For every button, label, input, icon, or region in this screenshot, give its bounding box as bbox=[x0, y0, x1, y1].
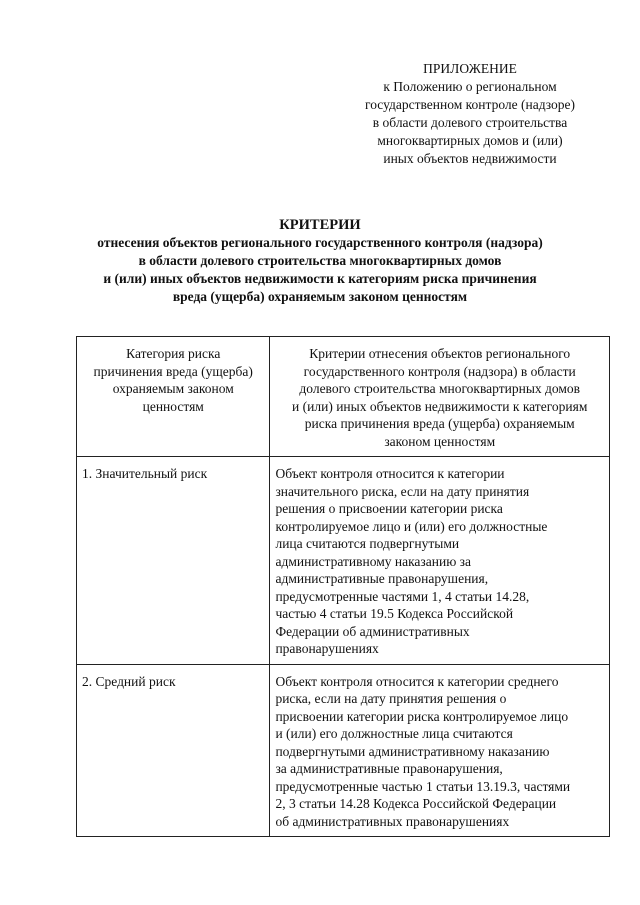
document-title-block bbox=[40, 216, 600, 306]
header-criteria: Критерии отнесения объектов регионального государственного контроля (надзора) в области долевого строительства многоквартирных домов и (или) иных объектов недвижимости к категориям риска причинения вреда (ущерба) охраняемым законом ценностям bbox=[270, 337, 610, 457]
risk-criteria-cell: Объект контроля относится к категории среднего риска, если на дату принятия решения о присвоении категории риска контролируемое лицо и (или) его должностные лица считаются подвергнутыми административному наказанию за административные правонарушения, предусмотренные частью 1 статьи 13.19.3, частями 2, 3 статьи 14.28 Кодекса Российской Федерации об административных правонарушениях bbox=[270, 664, 610, 837]
header-category: Категория риска причинения вреда (ущерба) охраняемым законом ценностям bbox=[77, 337, 270, 457]
criteria-table bbox=[76, 336, 610, 837]
document-subtitle-line: и (или) иных объектов недвижимости к категориям риска причинения bbox=[103, 271, 537, 286]
document-subtitle-line: отнесения объектов регионального государственного контроля (надзора) bbox=[97, 235, 543, 250]
table-row bbox=[77, 664, 610, 837]
appendix-line: многоквартирных домов и (или) bbox=[377, 133, 563, 148]
risk-category-cell: 2. Средний риск bbox=[77, 664, 270, 837]
appendix-block bbox=[320, 60, 620, 168]
appendix-line: государственном контроле (надзоре) bbox=[365, 97, 575, 112]
appendix-heading: ПРИЛОЖЕНИЕ bbox=[423, 61, 517, 76]
document-subtitle-line: в области долевого строительства многоквартирных домов bbox=[138, 253, 502, 268]
document-title: КРИТЕРИИ bbox=[279, 217, 361, 233]
risk-criteria-cell: Объект контроля относится к категории значительного риска, если на дату принятия решения о присвоении категории риска контролируемое лицо и (или) его должностные лица считаются подвергнутыми административному наказанию за административные правонарушения, предусмотренные частями 1, 4 статьи 14.28, частью 4 статьи 19.5 Кодекса Российской Федерации об административных правонарушениях bbox=[270, 457, 610, 665]
appendix-line: к Положению о региональном bbox=[383, 79, 557, 94]
table-header-row bbox=[77, 337, 610, 457]
appendix-line: в области долевого строительства bbox=[372, 115, 568, 130]
risk-category-cell: 1. Значительный риск bbox=[77, 457, 270, 665]
document-subtitle-line: вреда (ущерба) охраняемым законом ценностям bbox=[172, 289, 468, 304]
table-row bbox=[77, 457, 610, 665]
appendix-line: иных объектов недвижимости bbox=[383, 151, 557, 166]
